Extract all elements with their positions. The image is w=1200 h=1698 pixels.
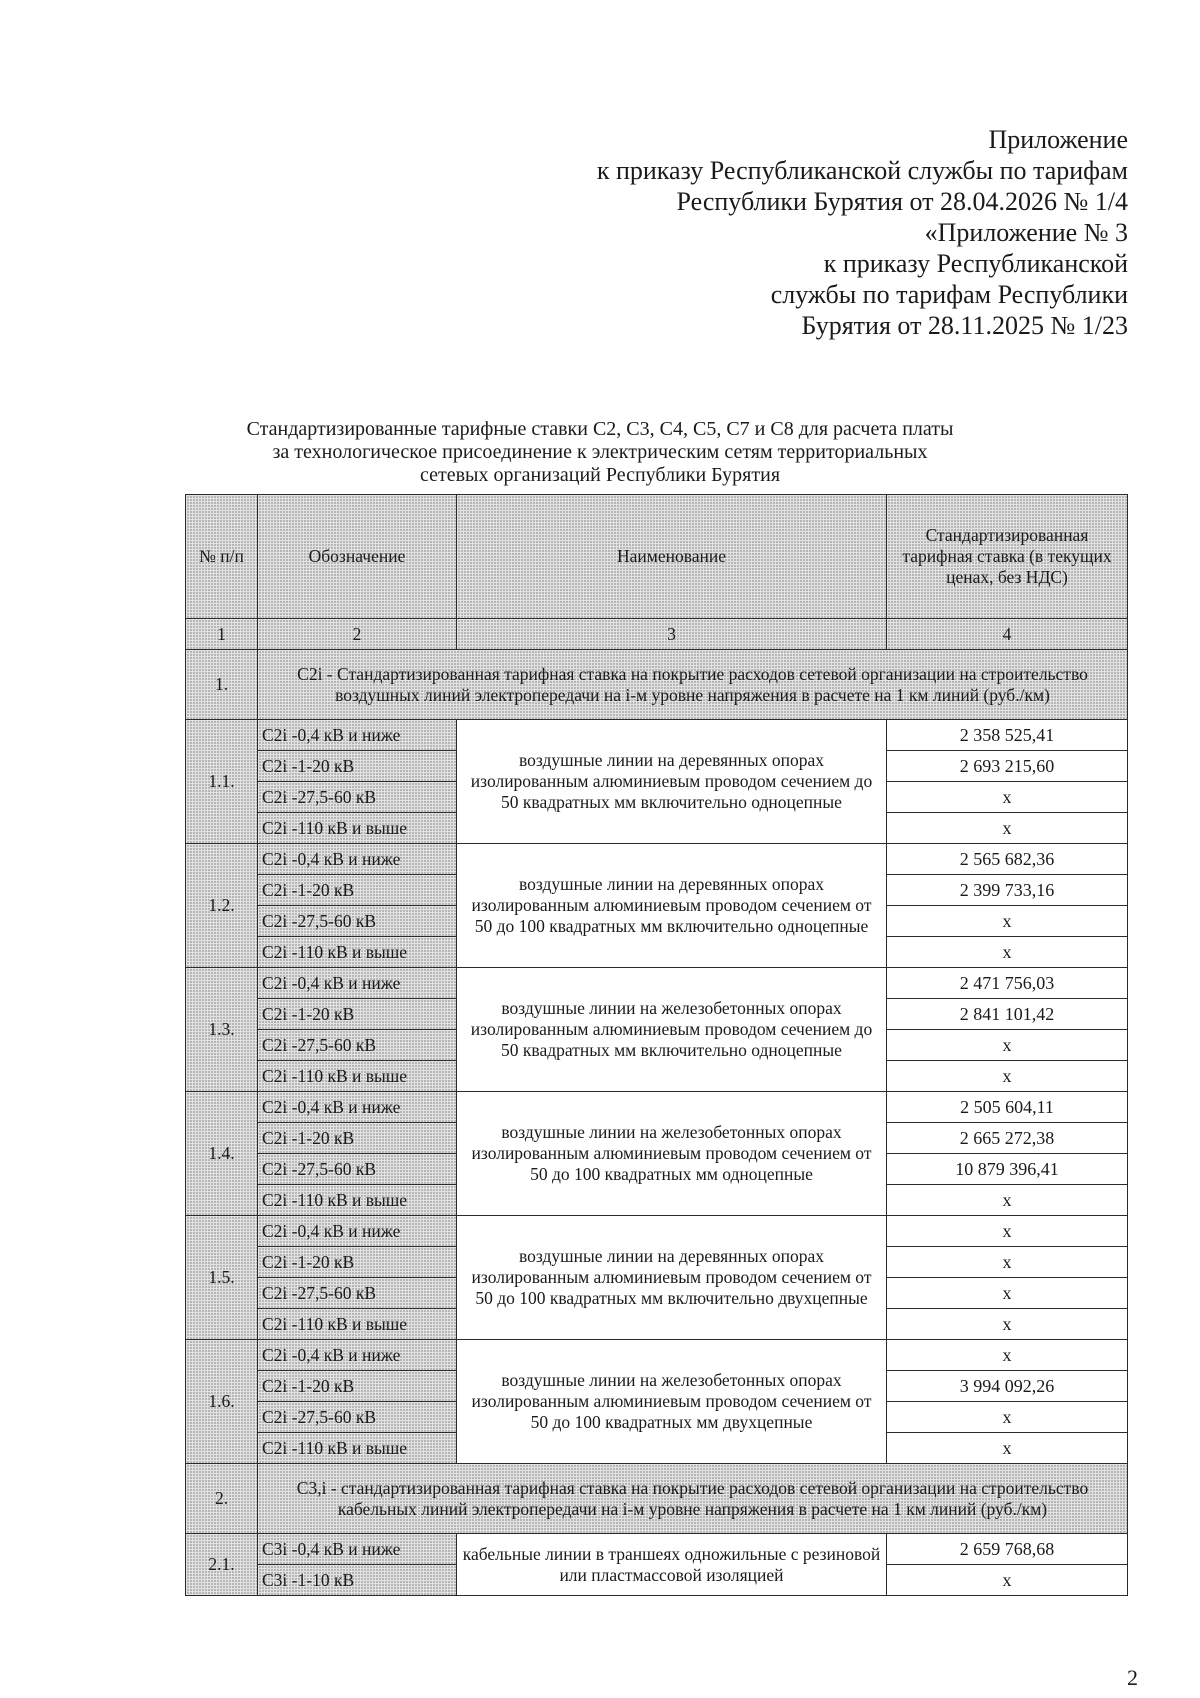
table-row [186, 1092, 1128, 1123]
table-row [186, 1340, 1128, 1371]
column-header-name: Наименование [457, 495, 887, 619]
table-row [186, 968, 1128, 999]
column-header-rate: Стандартизированная тарифная ставка (в текущих ценах, без НДС) [887, 495, 1128, 619]
designation-cell: С3i -0,4 кВ и ниже [258, 1534, 457, 1565]
value-cell: х [887, 1216, 1128, 1247]
designation-cell: С2i -0,4 кВ и ниже [258, 1216, 457, 1247]
value-cell: х [887, 1565, 1128, 1596]
table-header-row [186, 495, 1128, 619]
value-cell: 2 565 682,36 [887, 844, 1128, 875]
value-cell: х [887, 1402, 1128, 1433]
value-cell: х [887, 1278, 1128, 1309]
title-line: Стандартизированные тарифные ставки С2, С3, С4, С5, С7 и С8 для расчета платы [246, 418, 954, 440]
value-cell: 2 841 101,42 [887, 999, 1128, 1030]
designation-cell: С2i -0,4 кВ и ниже [258, 720, 457, 751]
designation-cell: С2i -110 кВ и выше [258, 1061, 457, 1092]
name-cell: воздушные линии на деревянных опорах изолированным алюминиевым проводом сечением до 50 квадратных мм включительно одноцепные [457, 720, 887, 844]
table-row [186, 1534, 1128, 1565]
value-cell: 2 399 733,16 [887, 875, 1128, 906]
group-number: 1.5. [186, 1216, 258, 1340]
designation-cell: С2i -110 кВ и выше [258, 1433, 457, 1464]
title-line: сетевых организаций Республики Бурятия [419, 464, 781, 486]
value-cell: 2 659 768,68 [887, 1534, 1128, 1565]
table-row [186, 1216, 1128, 1247]
value-cell: 10 879 396,41 [887, 1154, 1128, 1185]
value-cell: х [887, 1030, 1128, 1061]
column-number: 2 [258, 619, 457, 650]
designation-cell: С2i -1-20 кВ [258, 875, 457, 906]
title-line: за технологическое присоединение к электрическим сетям территориальных [272, 441, 928, 463]
section-title: С3,i - стандартизированная тарифная ставка на покрытие расходов сетевой организации на строительство кабельных линий электропередачи на i-м уровне напряжения в расчете на 1 км линий (руб./км) [258, 1464, 1128, 1534]
section-number: 1. [186, 650, 258, 720]
group-number: 2.1. [186, 1534, 258, 1596]
value-cell: 2 665 272,38 [887, 1123, 1128, 1154]
document-header [597, 124, 1128, 341]
value-cell: х [887, 906, 1128, 937]
group-number: 1.6. [186, 1340, 258, 1464]
designation-cell: С2i -1-20 кВ [258, 999, 457, 1030]
designation-cell: С2i -1-20 кВ [258, 1371, 457, 1402]
header-line: Республики Бурятия от 28.04.2026 № 1/4 [676, 187, 1128, 216]
designation-cell: С2i -1-20 кВ [258, 751, 457, 782]
value-cell: 2 358 525,41 [887, 720, 1128, 751]
group-number: 1.3. [186, 968, 258, 1092]
header-line: к приказу Республиканской службы по тарифам [596, 156, 1128, 185]
value-cell: х [887, 937, 1128, 968]
designation-cell: С3i -1-10 кВ [258, 1565, 457, 1596]
name-cell: воздушные линии на деревянных опорах изолированным алюминиевым проводом сечением от 50 до 100 квадратных мм включительно одноцепные [457, 844, 887, 968]
column-header-num: № п/п [186, 495, 258, 619]
column-number: 4 [887, 619, 1128, 650]
section-row [186, 650, 1128, 720]
group-number: 1.2. [186, 844, 258, 968]
header-line: Бурятия от 28.11.2025 № 1/23 [801, 311, 1128, 340]
column-header-designation: Обозначение [258, 495, 457, 619]
page-number: 2 [1127, 1665, 1138, 1690]
designation-cell: С2i -1-20 кВ [258, 1123, 457, 1154]
tariff-table [185, 494, 1128, 1596]
name-cell: воздушные линии на железобетонных опорах изолированным алюминиевым проводом сечением от 50 до 100 квадратных мм одноцепные [457, 1092, 887, 1216]
section-title: С2i - Стандартизированная тарифная ставка на покрытие расходов сетевой организации на строительство воздушных линий электропередачи на i-м уровне напряжения в расчете на 1 км линий (руб./км) [258, 650, 1128, 720]
value-cell: х [887, 813, 1128, 844]
group-number: 1.4. [186, 1092, 258, 1216]
designation-cell: С2i -1-20 кВ [258, 1247, 457, 1278]
name-cell: кабельные линии в траншеях одножильные с резиновой или пластмассовой изоляцией [457, 1534, 887, 1596]
designation-cell: С2i -110 кВ и выше [258, 1185, 457, 1216]
designation-cell: С2i -0,4 кВ и ниже [258, 844, 457, 875]
value-cell: х [887, 782, 1128, 813]
designation-cell: С2i -27,5-60 кВ [258, 1154, 457, 1185]
table-row [186, 720, 1128, 751]
value-cell: 3 994 092,26 [887, 1371, 1128, 1402]
designation-cell: С2i -0,4 кВ и ниже [258, 968, 457, 999]
value-cell: 2 693 215,60 [887, 751, 1128, 782]
group-number: 1.1. [186, 720, 258, 844]
designation-cell: С2i -27,5-60 кВ [258, 1030, 457, 1061]
designation-cell: С2i -0,4 кВ и ниже [258, 1092, 457, 1123]
section-number: 2. [186, 1464, 258, 1534]
section-row [186, 1464, 1128, 1534]
name-cell: воздушные линии на железобетонных опорах изолированным алюминиевым проводом сечением от 50 до 100 квадратных мм двухцепные [457, 1340, 887, 1464]
column-number: 3 [457, 619, 887, 650]
designation-cell: С2i -110 кВ и выше [258, 1309, 457, 1340]
name-cell: воздушные линии на деревянных опорах изолированным алюминиевым проводом сечением от 50 до 100 квадратных мм включительно двухцепные [457, 1216, 887, 1340]
value-cell: 2 505 604,11 [887, 1092, 1128, 1123]
header-line: к приказу Республиканской [823, 249, 1128, 278]
header-line: Приложение [988, 125, 1128, 154]
document-title [0, 418, 1200, 487]
column-numbers-row [186, 619, 1128, 650]
designation-cell: С2i -110 кВ и выше [258, 937, 457, 968]
designation-cell: С2i -27,5-60 кВ [258, 1402, 457, 1433]
value-cell: х [887, 1433, 1128, 1464]
designation-cell: С2i -0,4 кВ и ниже [258, 1340, 457, 1371]
value-cell: х [887, 1247, 1128, 1278]
value-cell: х [887, 1340, 1128, 1371]
value-cell: х [887, 1061, 1128, 1092]
value-cell: х [887, 1185, 1128, 1216]
designation-cell: С2i -27,5-60 кВ [258, 1278, 457, 1309]
value-cell: х [887, 1309, 1128, 1340]
designation-cell: С2i -27,5-60 кВ [258, 782, 457, 813]
table-row [186, 844, 1128, 875]
column-number: 1 [186, 619, 258, 650]
value-cell: 2 471 756,03 [887, 968, 1128, 999]
header-line: «Приложение № 3 [924, 218, 1128, 247]
designation-cell: С2i -110 кВ и выше [258, 813, 457, 844]
header-line: службы по тарифам Республики [770, 280, 1128, 309]
designation-cell: С2i -27,5-60 кВ [258, 906, 457, 937]
name-cell: воздушные линии на железобетонных опорах изолированным алюминиевым проводом сечением до 50 квадратных мм включительно одноцепные [457, 968, 887, 1092]
